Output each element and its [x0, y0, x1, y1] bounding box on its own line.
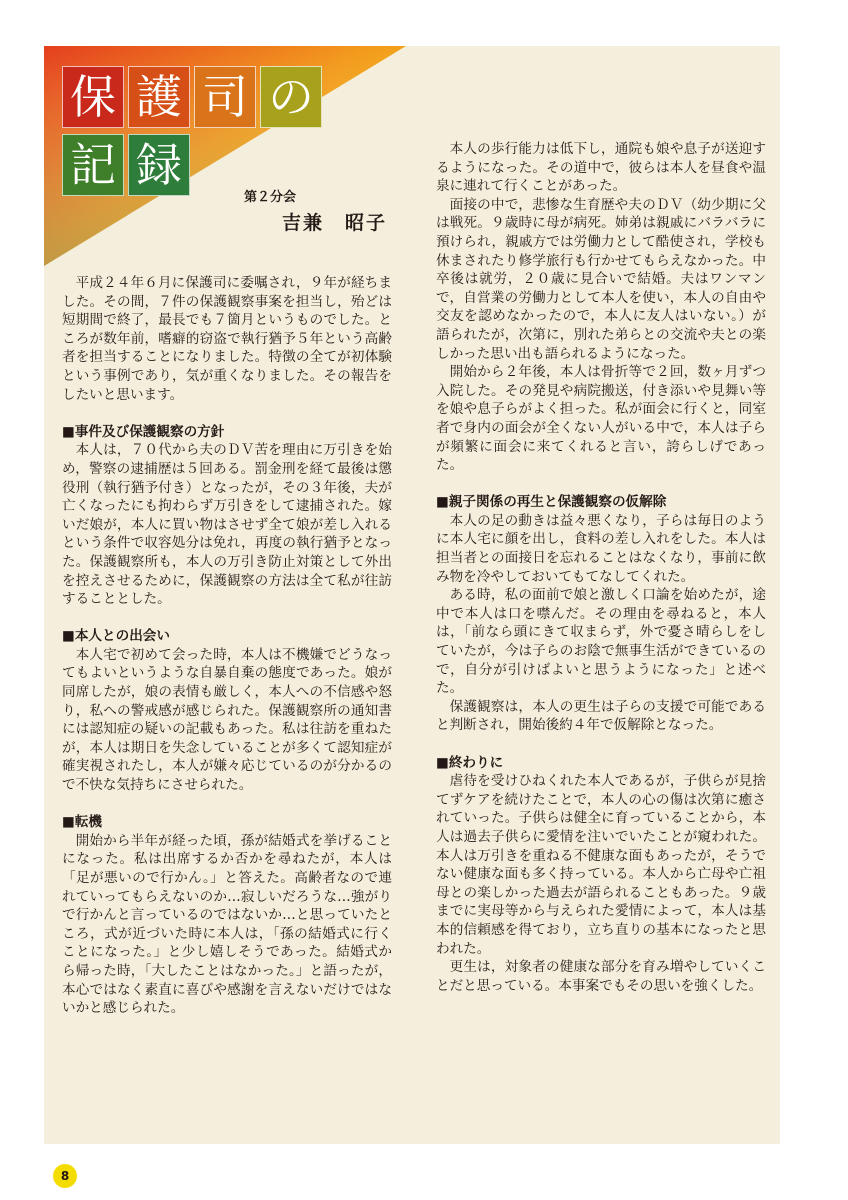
subcommittee-label: 第２分会	[244, 190, 297, 205]
section-paragraph: 本人は，７０代から夫のＤＶ苦を理由に万引きを始め，警察の逮捕歴は５回ある。罰金刑を経て最後は懲役刑（執行猶予付き）となったが，その３年後，夫が亡くなったにも拘わらず万引きをして逮捕された。嫁いだ娘が，本人に買い物はさせず全て娘が差し入れるという条件で収容処分は免れ，再度の執行猶予となった。保護観察所も，本人の万引き防止対策として外出を控えさせるために，保護観察の方法は全て私が往訪することとした。	[62, 442, 392, 608]
paragraph: 開始から２年後，本人は骨折等で２回，数ヶ月ずつ入院した。その発見や病院搬送，付き添いや見舞い等を娘や息子らがよく担った。私が面会に行くと，同室者で身内の面会が全くない人がいる中で，本人は子らが頻繁に面会に来てくれると言い，誇らしげであった。	[436, 364, 766, 474]
paragraph: ある時，私の面前で娘と激しく口論を始めたが，途中で本人は口を噤んだ。その理由を尋ねると，本人は，「前なら頭にきて収まらず，外で憂さ晴らしをしていたが，今は子らのお陰で無事生活ができているので，自分が引けばよいと思うようになった」と述べた。	[436, 587, 766, 697]
title-char: 護	[128, 66, 190, 128]
left-column	[62, 274, 392, 1018]
paragraph: 保護観察は，本人の更生は子らの支援で可能であると判断され，開始後約４年で仮解除となった。	[436, 698, 766, 734]
section-paragraph: 本人宅で初めて会った時，本人は不機嫌でどうなってもよいというような自暴自棄の態度であった。娘が同席したが，娘の表情も厳しく，本人への不信感や怒り，私への警戒感が感じられた。保護観察所の通知書には認知症の疑いの記載もあった。私は往訪を重ねたが，本人は期日を失念していることが多くて認知症が確実視されたし，本人が嫌々応じているのが分かるので不快な気持ちにさせられた。	[62, 646, 392, 794]
title-char: の	[260, 66, 322, 128]
paragraph: 面接の中で，悲惨な生育歴や夫のＤＶ（幼少期に父は戦死。９歳時に母が病死。姉弟は親戚にバラバラに預けられ，親戚方では労働力として酷使され，学校も休まされたり修学旅行も行かせてもらえなかった。中卒後は就労，２０歳に見合いで結婚。夫はワンマンで，自営業の労働力として本人を使い，本人の自由や交友を認めなかったので，本人に友人はいない。）が語られたが，次第に，別れた弟らとの交流や夫との楽しかった思い出も語られるようになった。	[436, 196, 766, 362]
section-heading: ■本人との出会い	[62, 628, 170, 645]
title-char: 記	[62, 134, 124, 196]
title-row-1	[62, 66, 322, 128]
title-row-2	[62, 134, 190, 196]
section-heading: ■事件及び保護観察の方針	[62, 423, 225, 440]
section-paragraph: 開始から半年が経った頃，孫が結婚式を挙げることになった。私は出席するか否かを尋ねたが，本人は「足が悪いので行かん。」と答えた。高齢者なので連れていってもらえないのか…寂しいだろうな…強がりで行かんと言っているのではないか…と思っていたところ，式が近づいた時に本人は，「孫の結婚式に行くことになった。」と少し嬉しそうであった。結婚式から帰った時，「大したことはなかった。」と語ったが，本心ではなく素直に喜びや感謝を言えないだけではないかと感じられた。	[62, 832, 392, 1017]
right-column	[436, 140, 766, 995]
paragraph: 本人の歩行能力は低下し，通院も娘や息子が送迎するようになった。その道中で，彼らは本人を昼食や温泉に連れて行くことがあった。	[436, 141, 766, 195]
paragraph: 虐待を受けひねくれた本人であるが，子供らが見捨てずケアを続けたことで，本人の心の傷は次第に癒されていった。子供らは健全に育っていることから，本人は過去子供らに愛情を注いでいたことが窺われた。本人は万引きを重ねる不健康な面もあったが，そうでない健康な面も多く持っている。本人から亡母や亡祖母との楽しかった過去が語られることもあった。９歳までに実母等から与えられた愛情によって，本人は基本的信頼感を得ており，立ち直りの基本になったと思われた。	[436, 773, 766, 957]
section-heading: ■終わりに	[436, 754, 504, 771]
section-heading: ■親子関係の再生と保護観察の仮解除	[436, 494, 667, 511]
paragraph: 更生は，対象者の健康な部分を育み増やしていくことだと思っている。本事案でもその思いを強くした。	[436, 959, 766, 994]
paragraph: 本人の足の動きは益々悪くなり，子らは毎日のように本人宅に顔を出し，食料の差し入れをした。本人は担当者との面接日を忘れることはなくなり，事前に飲み物を冷やしておいてもてなしてくれた。	[436, 512, 766, 585]
page-number: 8	[53, 1164, 77, 1188]
section-heading: ■転機	[62, 814, 103, 831]
title-char: 司	[194, 66, 256, 128]
author-name: 吉兼 昭子	[282, 212, 388, 234]
intro-paragraph: 平成２４年６月に保護司に委嘱され，９年が経ちました。その間，７件の保護観察事案を担当し，殆どは短期間で終了，最長でも７箇月というものでした。ところが数年前，嗜癖的窃盗で執行猶予５年という高齢者を担当することになりました。特徴の全てが初体験という事例であり，気が重くなりました。その報告をしたいと思います。	[62, 275, 392, 403]
title-char: 録	[128, 134, 190, 196]
title-char: 保	[62, 66, 124, 128]
